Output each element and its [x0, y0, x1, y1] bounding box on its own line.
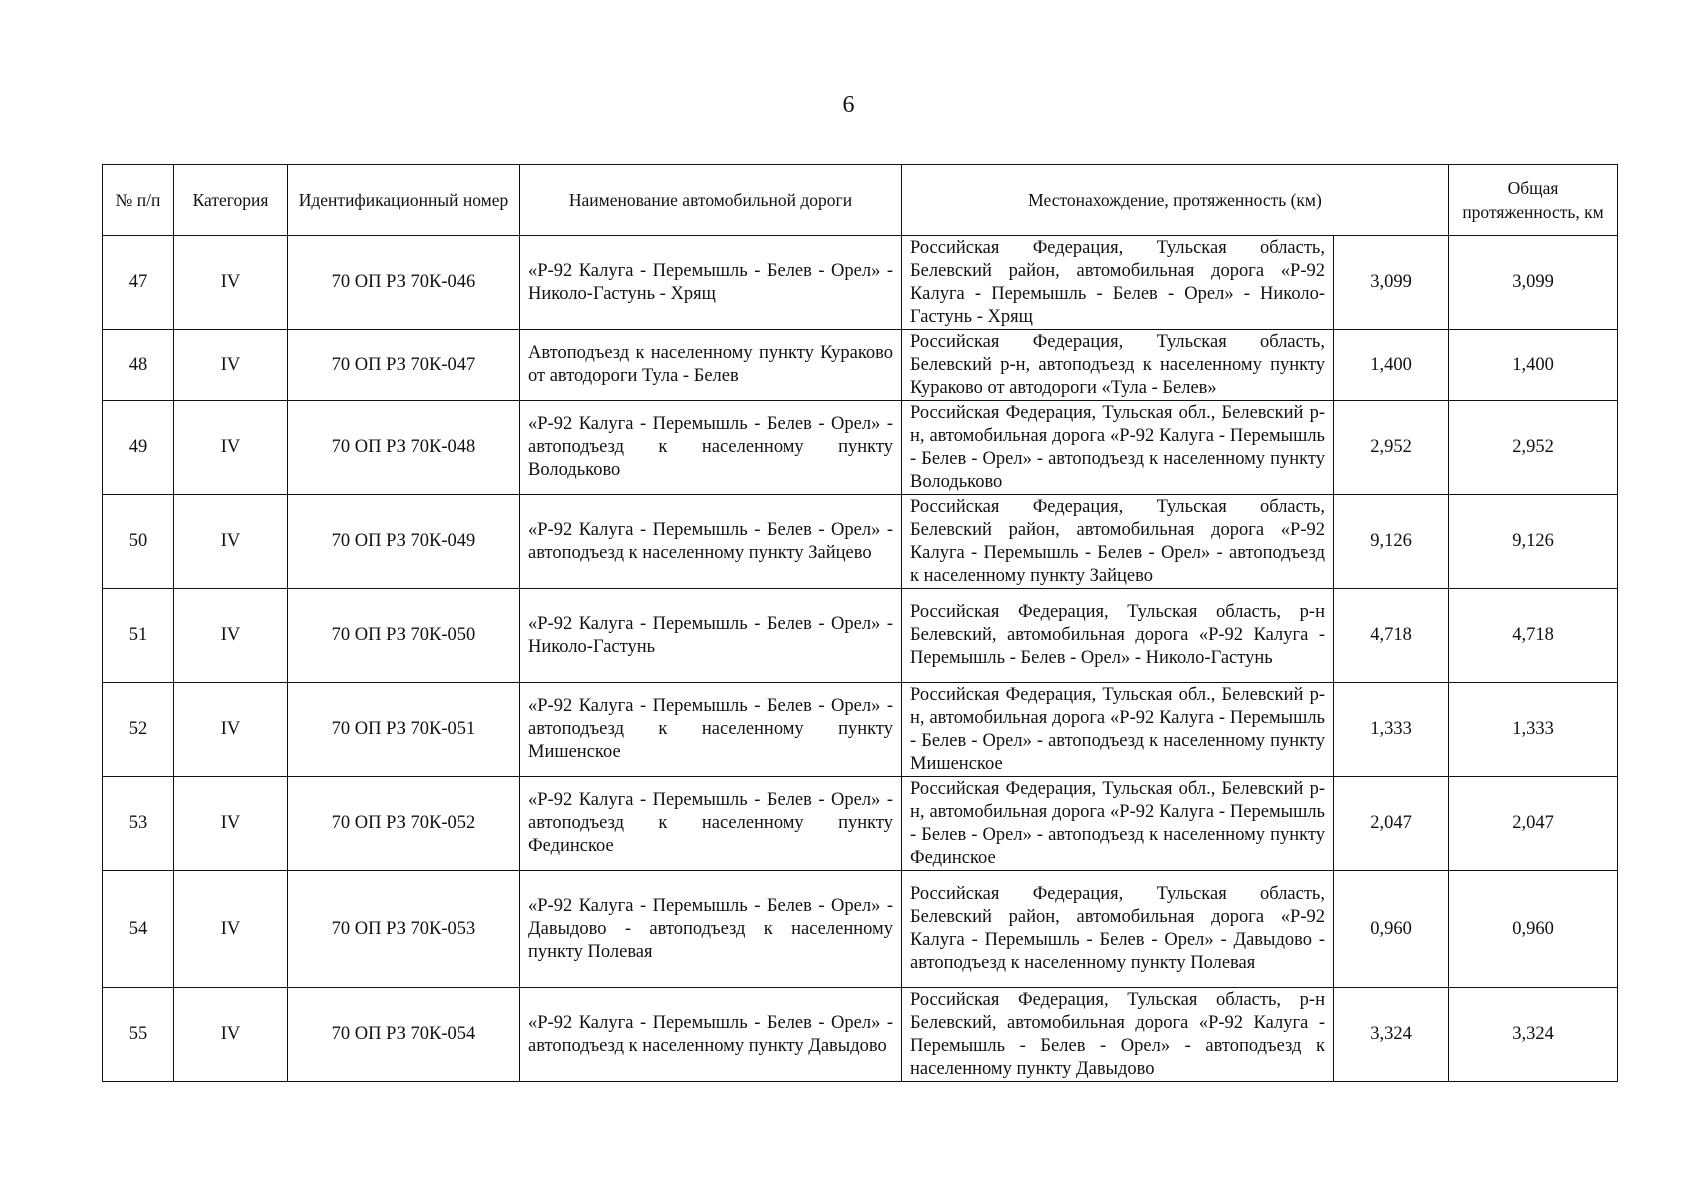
cell-category: IV [174, 777, 288, 871]
cell-length: 4,718 [1334, 589, 1449, 683]
cell-id: 70 ОП РЗ 70К-048 [288, 401, 520, 495]
cell-total-length: 1,333 [1449, 683, 1618, 777]
cell-location: Российская Федерация, Тульская область, Белевский район, автомобильная дорога «Р-92 Калуга - Перемышль - Белев - Орел» - автоподъезд к населенному пункту Зайцево [902, 495, 1334, 589]
table-row [103, 495, 1618, 589]
table-row [103, 988, 1618, 1082]
page-number: 6 [842, 92, 855, 118]
cell-id: 70 ОП РЗ 70К-054 [288, 988, 520, 1082]
cell-category: IV [174, 988, 288, 1082]
cell-length: 3,324 [1334, 988, 1449, 1082]
cell-total-length: 3,099 [1449, 236, 1618, 330]
cell-num: 47 [103, 236, 174, 330]
cell-location: Российская Федерация, Тульская обл., Белевский р-н, автомобильная дорога «Р-92 Калуга - Перемышль - Белев - Орел» - автоподъезд к населенному пункту Фединское [902, 777, 1334, 871]
table-row [103, 683, 1618, 777]
cell-id: 70 ОП РЗ 70К-047 [288, 330, 520, 401]
cell-total-length: 2,047 [1449, 777, 1618, 871]
cell-total-length: 0,960 [1449, 871, 1618, 988]
cell-road-name: «Р-92 Калуга - Перемышль - Белев - Орел» - Николо-Гастунь - Хрящ [520, 236, 902, 330]
cell-location: Российская Федерация, Тульская область, Белевский район, автомобильная дорога «Р-92 Калуга - Перемышль - Белев - Орел» - Николо-Гастунь - Хрящ [902, 236, 1334, 330]
cell-category: IV [174, 495, 288, 589]
table-row [103, 330, 1618, 401]
cell-num: 49 [103, 401, 174, 495]
cell-num: 52 [103, 683, 174, 777]
cell-total-length: 3,324 [1449, 988, 1618, 1082]
cell-category: IV [174, 871, 288, 988]
cell-num: 53 [103, 777, 174, 871]
cell-location: Российская Федерация, Тульская область, р-н Белевский, автомобильная дорога «Р-92 Калуга - Перемышль - Белев - Орел» - автоподъезд к населенному пункту Давыдово [902, 988, 1334, 1082]
table-header-row [103, 165, 1618, 236]
cell-num: 48 [103, 330, 174, 401]
header-total: Общая протяженность, км [1449, 165, 1618, 236]
header-num: № п/п [103, 165, 174, 236]
cell-id: 70 ОП РЗ 70К-046 [288, 236, 520, 330]
cell-id: 70 ОП РЗ 70К-050 [288, 589, 520, 683]
cell-location: Российская Федерация, Тульская обл., Белевский р-н, автомобильная дорога «Р-92 Калуга - Перемышль - Белев - Орел» - автоподъезд к населенному пункту Мишенское [902, 683, 1334, 777]
cell-length: 2,952 [1334, 401, 1449, 495]
cell-category: IV [174, 401, 288, 495]
cell-total-length: 4,718 [1449, 589, 1618, 683]
header-location: Местонахождение, протяженность (км) [902, 165, 1449, 236]
cell-category: IV [174, 330, 288, 401]
cell-id: 70 ОП РЗ 70К-052 [288, 777, 520, 871]
cell-id: 70 ОП РЗ 70К-051 [288, 683, 520, 777]
cell-location: Российская Федерация, Тульская область, р-н Белевский, автомобильная дорога «Р-92 Калуга - Перемышль - Белев - Орел» - Николо-Гастунь [902, 589, 1334, 683]
table-row [103, 777, 1618, 871]
cell-road-name: «Р-92 Калуга - Перемышль - Белев - Орел» - автоподъезд к населенному пункту Мишенское [520, 683, 902, 777]
cell-location: Российская Федерация, Тульская область, Белевский р-н, автоподъезд к населенному пункту Кураково от автодороги «Тула - Белев» [902, 330, 1334, 401]
cell-location: Российская Федерация, Тульская область, Белевский район, автомобильная дорога «Р-92 Калуга - Перемышль - Белев - Орел» - Давыдово - автоподъезд к населенному пункту Полевая [902, 871, 1334, 988]
table-row [103, 871, 1618, 988]
cell-length: 0,960 [1334, 871, 1449, 988]
cell-num: 50 [103, 495, 174, 589]
cell-id: 70 ОП РЗ 70К-053 [288, 871, 520, 988]
table-row [103, 589, 1618, 683]
cell-num: 55 [103, 988, 174, 1082]
cell-road-name: Автоподъезд к населенному пункту Кураково от автодороги Тула - Белев [520, 330, 902, 401]
cell-road-name: «Р-92 Калуга - Перемышль - Белев - Орел» - Давыдово - автоподъезд к населенному пункту Полевая [520, 871, 902, 988]
cell-num: 51 [103, 589, 174, 683]
cell-road-name: «Р-92 Калуга - Перемышль - Белев - Орел» - автоподъезд к населенному пункту Зайцево [520, 495, 902, 589]
cell-road-name: «Р-92 Калуга - Перемышль - Белев - Орел» - автоподъезд к населенному пункту Фединское [520, 777, 902, 871]
header-name: Наименование автомобильной дороги [520, 165, 902, 236]
header-category: Категория [174, 165, 288, 236]
cell-length: 9,126 [1334, 495, 1449, 589]
cell-length: 1,333 [1334, 683, 1449, 777]
cell-road-name: «Р-92 Калуга - Перемышль - Белев - Орел» - Николо-Гастунь [520, 589, 902, 683]
cell-total-length: 9,126 [1449, 495, 1618, 589]
roads-table [102, 164, 1618, 1082]
cell-length: 1,400 [1334, 330, 1449, 401]
cell-category: IV [174, 589, 288, 683]
cell-road-name: «Р-92 Калуга - Перемышль - Белев - Орел» - автоподъезд к населенному пункту Давыдово [520, 988, 902, 1082]
cell-total-length: 2,952 [1449, 401, 1618, 495]
cell-location: Российская Федерация, Тульская обл., Белевский р-н, автомобильная дорога «Р-92 Калуга - Перемышль - Белев - Орел» - автоподъезд к населенному пункту Володьково [902, 401, 1334, 495]
cell-length: 2,047 [1334, 777, 1449, 871]
cell-category: IV [174, 683, 288, 777]
cell-id: 70 ОП РЗ 70К-049 [288, 495, 520, 589]
cell-category: IV [174, 236, 288, 330]
cell-length: 3,099 [1334, 236, 1449, 330]
cell-num: 54 [103, 871, 174, 988]
header-id: Идентификационный номер [288, 165, 520, 236]
cell-total-length: 1,400 [1449, 330, 1618, 401]
table-row [103, 236, 1618, 330]
cell-road-name: «Р-92 Калуга - Перемышль - Белев - Орел» - автоподъезд к населенному пункту Володьково [520, 401, 902, 495]
table-row [103, 401, 1618, 495]
